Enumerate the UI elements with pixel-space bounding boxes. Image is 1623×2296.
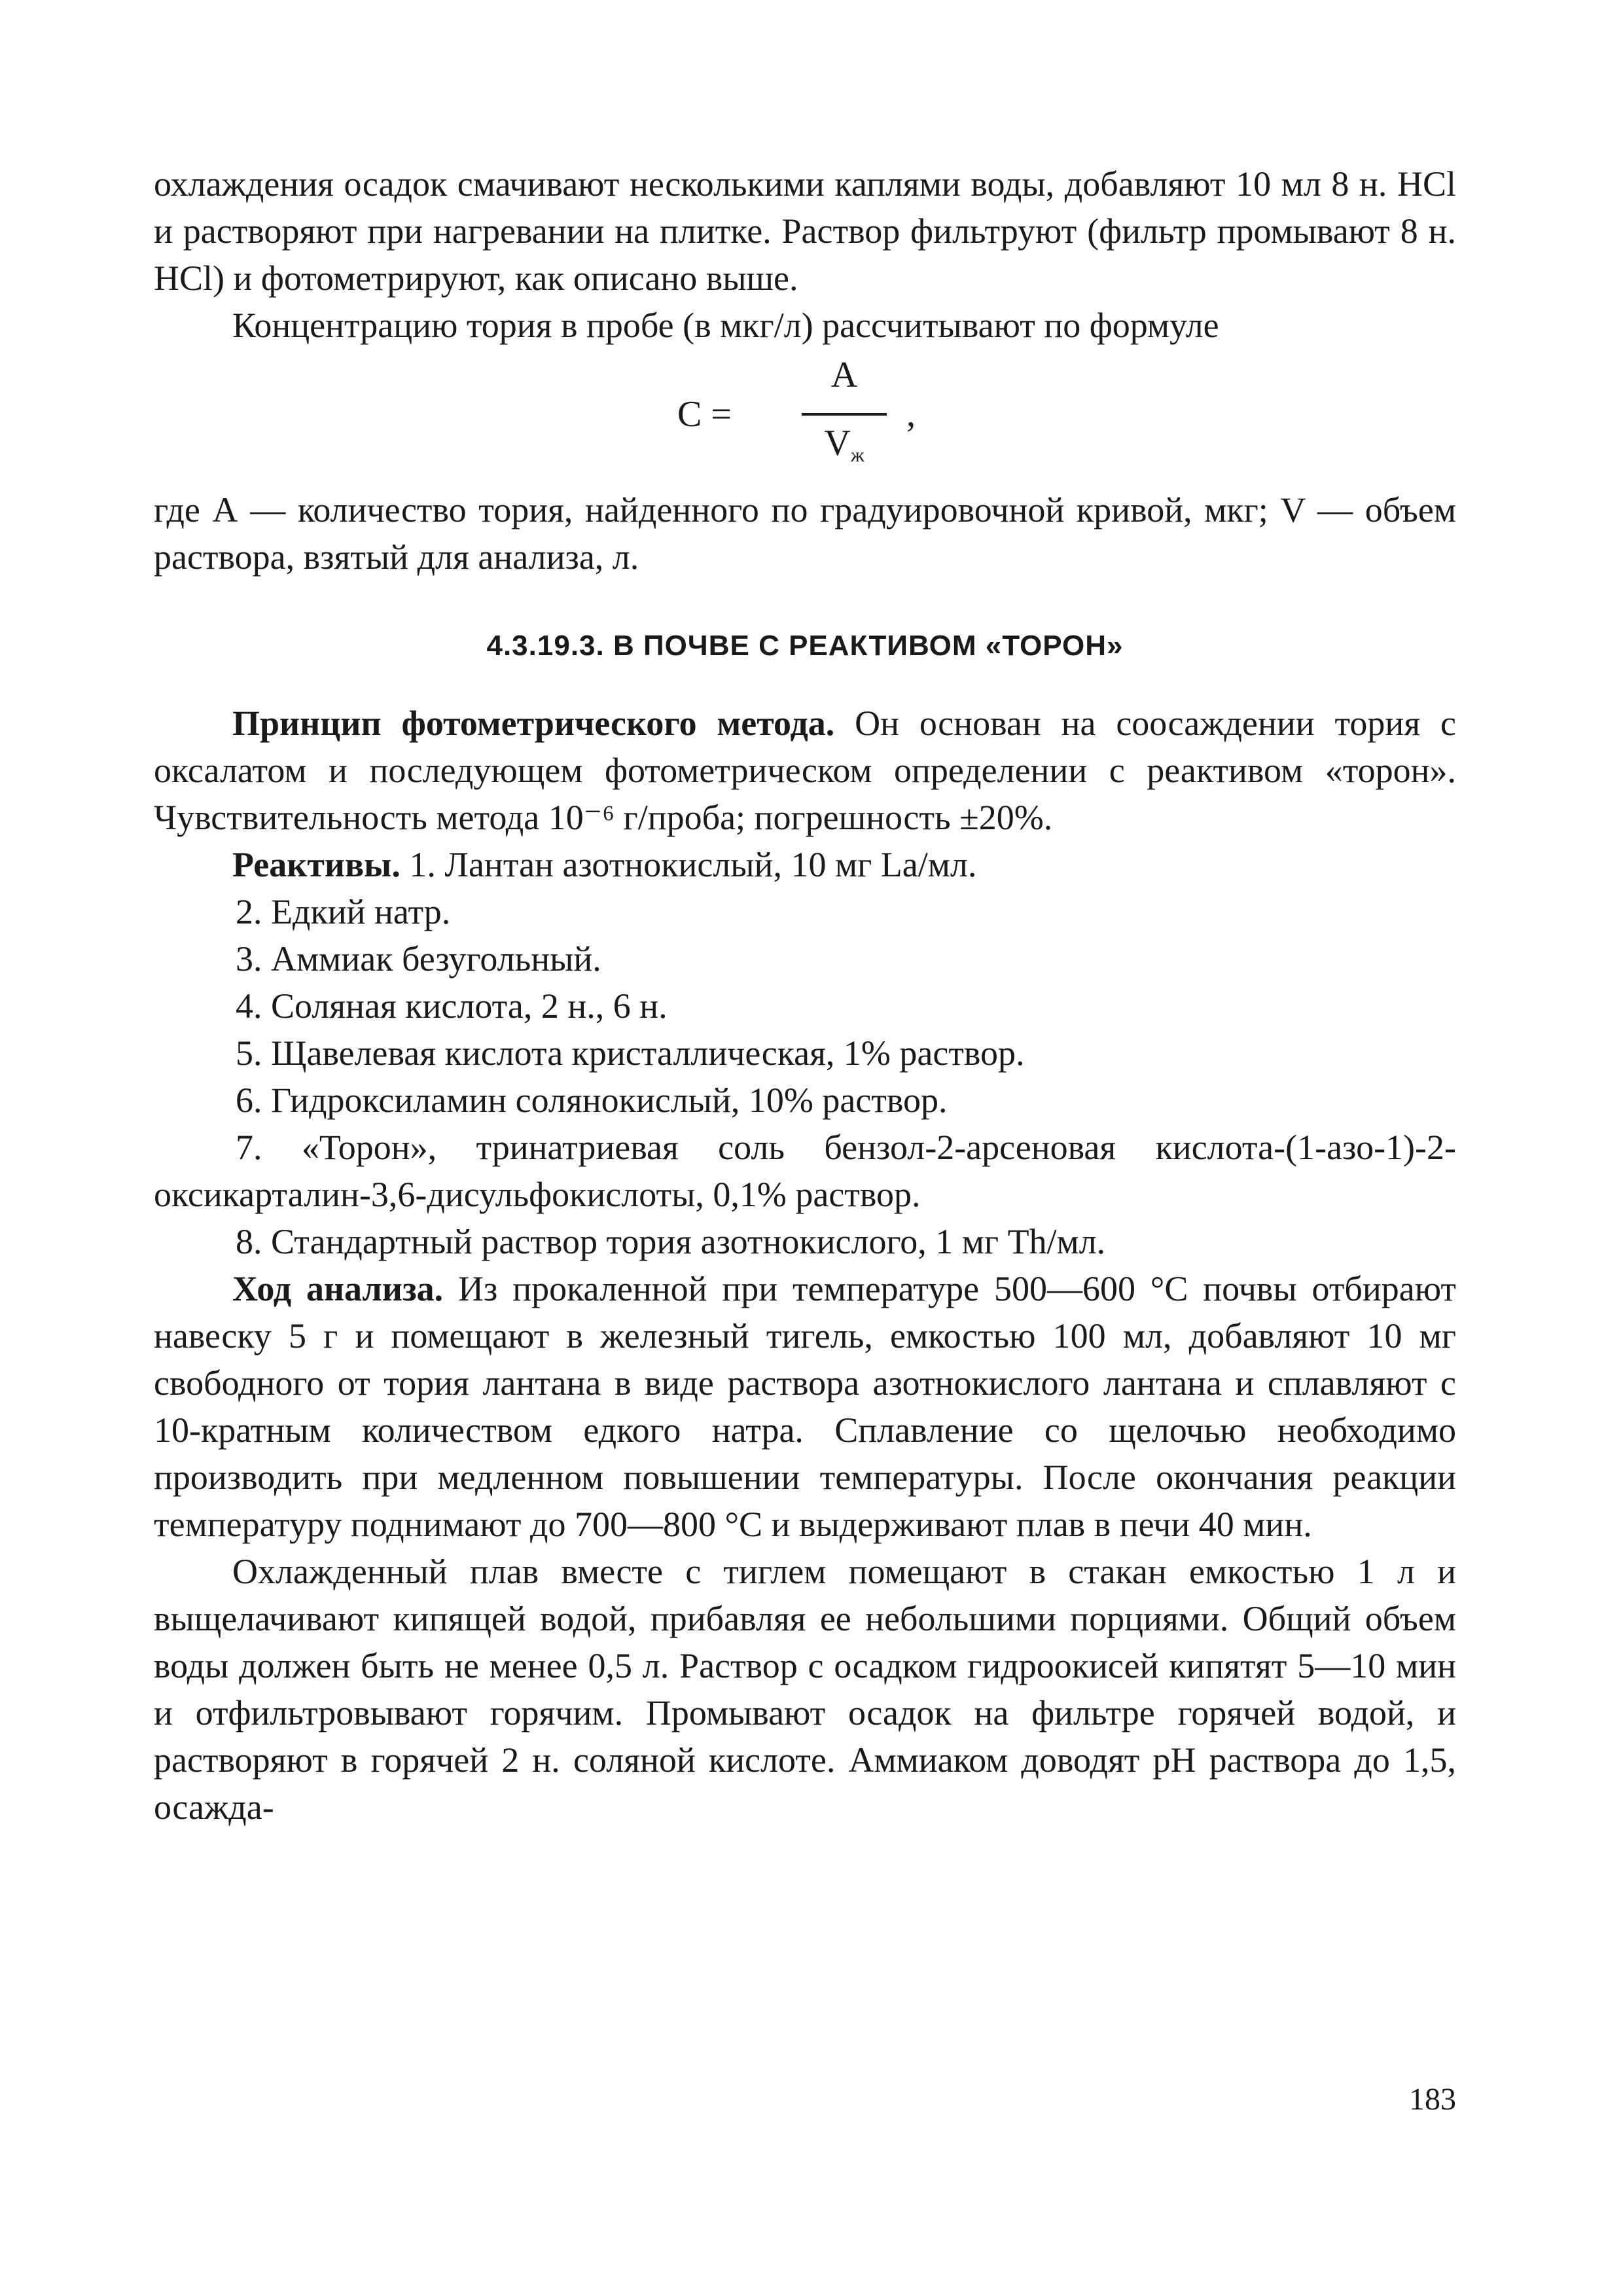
reagents-label: Реактивы. (232, 845, 401, 884)
paragraph-cooling: Охлажденный плав вместе с тиглем помещают в стакан емкостью 1 л и выщелачивают кипящей водой, прибавляя ее небольшими порциями. Общий объем воды должен быть не менее 0,5 л. Раствор с осадком гидроокисей кипятят 5—10 мин и отфильтровывают горячим. Промывают осадок на фильтре горячей водой, и растворяют в горячей 2 н. соляной кислоте. Аммиаком доводят pH раствора до 1,5, осажда- (154, 1552, 1456, 1827)
procedure-text: Из прокаленной при температуре 500—600 °С почвы отбирают навеску 5 г и помещают в железный тигель, емкостью 100 мл, добавляют 10 мг свободного от тория лантана в виде раствора азотнокислого лантана и сплавляют с 10-кратным количеством едкого натра. Сплавление со щелочью необходимо производить при медленном повышении температуры. После окончания реакции температуру поднимают до 700—800 °С и выдерживают плав в печи 40 мин. (154, 1269, 1457, 1544)
formula-fraction (802, 349, 887, 479)
section-heading: 4.3.19.3. В ПОЧВЕ С РЕАКТИВОМ «ТОРОН» (486, 630, 1124, 662)
formula-denominator (802, 420, 887, 479)
paragraph-where: где А — количество тория, найденного по градуировочной кривой, мкг; V — объем раствора, взятый для анализа, л. (154, 490, 1456, 577)
paragraph-principle (154, 700, 1456, 841)
formula-denominator-var: V (824, 423, 851, 463)
reagent-item-8: 8. Стандартный раствор тория азотнокислого, 1 мг Th/мл. (236, 1222, 1106, 1261)
reagent-item-5: 5. Щавелевая кислота кристаллическая, 1% раствор. (236, 1033, 1025, 1073)
formula-numerator: A (830, 355, 858, 395)
paragraph-continuation: охлаждения осадок смачивают несколькими каплями воды, добавляют 10 мл 8 н. HCl и растворяют при нагревании на плитке. Раствор фильтруют (фильтр промывают 8 н. HCl) и фотометрируют, как описано выше. (154, 164, 1456, 298)
reagent-item-2: 2. Едкий натр. (236, 892, 451, 931)
formula-comma: , (906, 394, 916, 435)
principle-text: Он основан на соосаждении тория с оксалатом и последующем фотометрическом определении с реактивом «торон». Чувствительность метода 10⁻⁶ г/проба; погрешность ±20%. (154, 704, 1456, 837)
reagent-item-4: 4. Соляная кислота, 2 н., 6 н. (236, 986, 668, 1026)
reagent-item-1-text: 1. Лантан азотнокислый, 10 мг La/мл. (409, 845, 977, 884)
fraction-bar (802, 413, 887, 416)
formula-block (154, 349, 1456, 486)
reagent-item-7: 7. «Торон», тринатриевая соль бензол-2-арсеновая кислота-(1-азо-1)-2-оксикарталин-3,6-дисульфокислоты, 0,1% раствор. (154, 1128, 1456, 1214)
reagent-item-1 (154, 841, 1456, 888)
reagent-item-6: 6. Гидроксиламин солянокислый, 10% раствор. (236, 1081, 948, 1120)
procedure-label: Ход анализа. (232, 1269, 444, 1308)
page-body (154, 160, 1456, 1831)
paragraph-procedure (154, 1265, 1456, 1548)
formula-denominator-sub: ж (850, 444, 865, 466)
principle-label: Принцип фотометрического метода. (232, 704, 835, 743)
reagent-item-3: 3. Аммиак безугольный. (236, 939, 601, 978)
formula-lhs: C = (677, 394, 732, 435)
paragraph-concentration: Концентрацию тория в пробе (в мкг/л) рассчитывают по формуле (232, 306, 1219, 345)
page-number: 183 (1409, 2082, 1456, 2117)
